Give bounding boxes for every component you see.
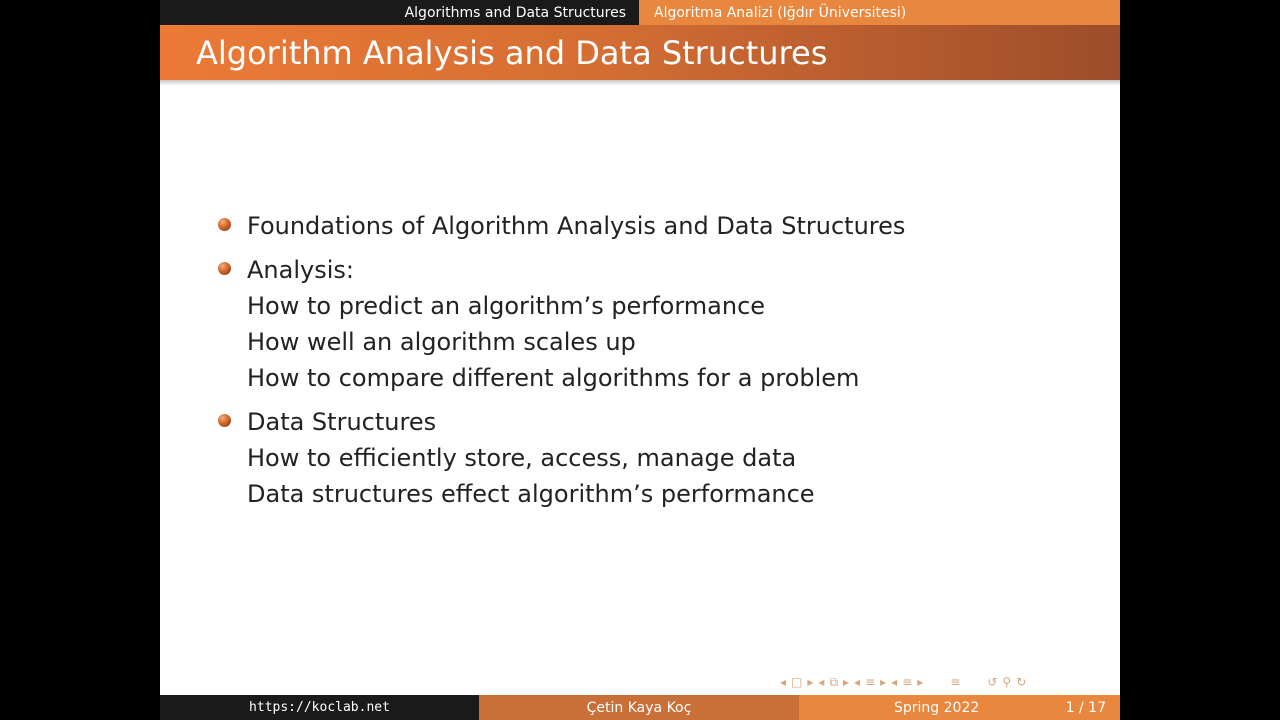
ball-bullet-icon <box>218 218 231 231</box>
list-item-line: How to compare different algorithms for a problem <box>247 364 860 392</box>
next-subsection-icon[interactable]: ▸ <box>880 675 887 689</box>
slide-title: Algorithm Analysis and Data Structures <box>196 33 828 72</box>
footer-author: Çetin Kaya Koç <box>479 695 799 720</box>
undo-icon[interactable]: ↺ <box>987 675 998 689</box>
list-item-line: How to efficiently store, access, manage data <box>247 444 797 472</box>
first-slide-icon[interactable]: ◂ <box>780 675 787 689</box>
list-item <box>218 404 1078 512</box>
beamer-navigation <box>780 672 1115 692</box>
next-section-icon[interactable]: ▸ <box>843 675 850 689</box>
title-shadow <box>160 80 1120 86</box>
outline-icon[interactable]: ≡ <box>950 675 961 689</box>
list-item-line: Data Structures <box>247 408 437 436</box>
next-subsubsection-icon[interactable]: ▸ <box>917 675 924 689</box>
footer-url[interactable]: https://koclab.net <box>160 695 479 720</box>
list-item <box>218 208 1078 244</box>
header-bar <box>160 0 1120 25</box>
prev-subsubsection-icon[interactable]: ◂ <box>891 675 898 689</box>
header-course-title[interactable]: Algorithms and Data Structures <box>160 0 639 25</box>
list-item-line: Data structures effect algorithm’s performance <box>247 480 815 508</box>
footer-term: Spring 2022 <box>894 699 980 716</box>
footer-info <box>799 695 1120 720</box>
list-item-line: How to predict an algorithm’s performance <box>247 292 766 320</box>
slide <box>160 0 1120 720</box>
zoom-icon[interactable]: ↻ <box>1016 675 1027 689</box>
next-frame-icon[interactable]: ▸ <box>807 675 814 689</box>
subsection-icon[interactable]: ≡ <box>865 675 876 689</box>
footer-bar <box>160 695 1120 720</box>
list-item <box>218 252 1078 396</box>
search-icon[interactable]: ⚲ <box>1002 675 1012 689</box>
bullet-list <box>218 208 1078 520</box>
subsubsection-icon[interactable]: ≡ <box>902 675 913 689</box>
frame-icon[interactable]: □ <box>791 675 803 689</box>
list-item-line: Analysis: <box>247 256 354 284</box>
title-bar <box>160 25 1120 80</box>
prev-section-icon[interactable]: ◂ <box>818 675 825 689</box>
list-item-line: Foundations of Algorithm Analysis and Data Structures <box>247 212 906 240</box>
ball-bullet-icon <box>218 262 231 275</box>
header-lecture-title[interactable]: Algoritma Analizi (Iğdır Üniversitesi) <box>639 0 1120 25</box>
section-icon[interactable]: ⧉ <box>829 674 839 689</box>
footer-page-number: 1 / 17 <box>1065 699 1106 716</box>
list-item-line: How well an algorithm scales up <box>247 328 636 356</box>
prev-subsection-icon[interactable]: ◂ <box>854 675 861 689</box>
ball-bullet-icon <box>218 414 231 427</box>
